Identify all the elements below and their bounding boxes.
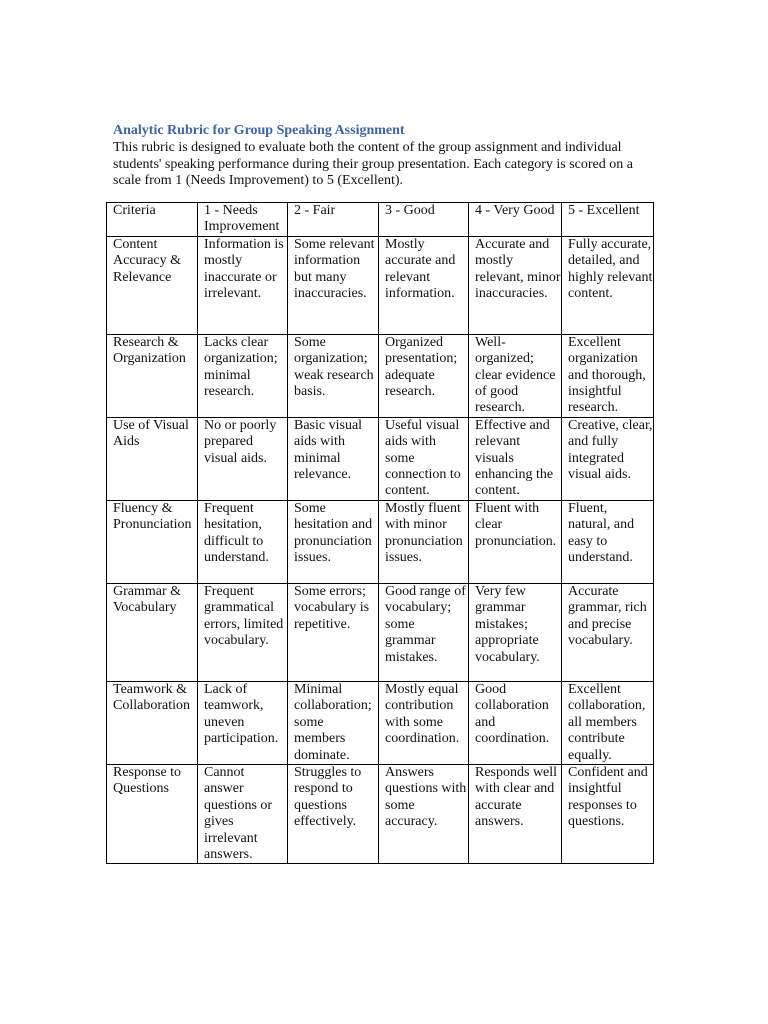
table-row (107, 764, 654, 863)
table-cell: Well-organized; clear evidence of good research. (469, 334, 562, 417)
table-cell: Good range of vocabulary; some grammar mistakes. (379, 583, 469, 681)
table-cell: Responds well with clear and accurate answers. (469, 764, 562, 863)
table-cell: Mostly equal contribution with some coordination. (379, 681, 469, 764)
intro-paragraph: This rubric is designed to evaluate both the content of the group assignment and individual students' speaking performance during their group presentation. Each category is scored on a scale from 1 (Needs Improvement) to 5 (Excellent). (113, 140, 633, 188)
table-cell: No or poorly prepared visual aids. (198, 417, 288, 500)
table-cell: Struggles to respond to questions effectively. (288, 764, 379, 863)
table-cell: Some relevant information but many inaccuracies. (288, 236, 379, 334)
table-cell: Fully accurate, detailed, and highly relevant content. (562, 236, 654, 334)
criteria-cell: Use of Visual Aids (107, 417, 198, 500)
table-cell: Fluent with clear pronunciation. (469, 500, 562, 583)
table-cell: Good collaboration and coordination. (469, 681, 562, 764)
criteria-cell: Content Accuracy & Relevance (107, 236, 198, 334)
table-cell: Lacks clear organization; minimal research. (198, 334, 288, 417)
table-cell: Some errors; vocabulary is repetitive. (288, 583, 379, 681)
table-cell: Frequent grammatical errors, limited vocabulary. (198, 583, 288, 681)
table-row (107, 334, 654, 417)
table-cell: Some organization; weak research basis. (288, 334, 379, 417)
table-cell: Cannot answer questions or gives irrelevant answers. (198, 764, 288, 863)
table-cell: Mostly fluent with minor pronunciation issues. (379, 500, 469, 583)
criteria-cell: Teamwork & Collaboration (107, 681, 198, 764)
table-cell: Creative, clear, and fully integrated visual aids. (562, 417, 654, 500)
table-row (107, 681, 654, 764)
table-cell: Basic visual aids with minimal relevance. (288, 417, 379, 500)
document-title: Analytic Rubric for Group Speaking Assignment (113, 123, 405, 138)
table-cell: Some hesitation and pronunciation issues. (288, 500, 379, 583)
table-cell: Lack of teamwork, uneven participation. (198, 681, 288, 764)
table-row (107, 417, 654, 500)
table-cell: Mostly accurate and relevant information. (379, 236, 469, 334)
table-row (107, 500, 654, 583)
table-row (107, 583, 654, 681)
criteria-cell: Response to Questions (107, 764, 198, 863)
criteria-cell: Fluency & Pronunciation (107, 500, 198, 583)
header-cell-score-5: 5 - Excellent (562, 203, 654, 237)
header-row (107, 203, 654, 237)
table-cell: Organized presentation; adequate research. (379, 334, 469, 417)
rubric-table (106, 202, 654, 864)
header-cell-score-2: 2 - Fair (288, 203, 379, 237)
header-cell-criteria: Criteria (107, 203, 198, 237)
table-cell: Accurate grammar, rich and precise vocabulary. (562, 583, 654, 681)
table-cell: Fluent, natural, and easy to understand. (562, 500, 654, 583)
criteria-cell: Research & Organization (107, 334, 198, 417)
table-cell: Answers questions with some accuracy. (379, 764, 469, 863)
table-cell: Effective and relevant visuals enhancing the content. (469, 417, 562, 500)
table-row (107, 236, 654, 334)
table-cell: Frequent hesitation, difficult to understand. (198, 500, 288, 583)
table-cell: Information is mostly inaccurate or irrelevant. (198, 236, 288, 334)
table-cell: Minimal collaboration; some members dominate. (288, 681, 379, 764)
table-cell: Confident and insightful responses to questions. (562, 764, 654, 863)
table-cell: Excellent collaboration, all members contribute equally. (562, 681, 654, 764)
table-cell: Very few grammar mistakes; appropriate vocabulary. (469, 583, 562, 681)
table-cell: Useful visual aids with some connection to content. (379, 417, 469, 500)
table-cell: Excellent organization and thorough, insightful research. (562, 334, 654, 417)
table-cell: Accurate and mostly relevant, minor inaccuracies. (469, 236, 562, 334)
criteria-cell: Grammar & Vocabulary (107, 583, 198, 681)
header-cell-score-1: 1 - Needs Improvement (198, 203, 288, 237)
header-cell-score-4: 4 - Very Good (469, 203, 562, 237)
header-cell-score-3: 3 - Good (379, 203, 469, 237)
